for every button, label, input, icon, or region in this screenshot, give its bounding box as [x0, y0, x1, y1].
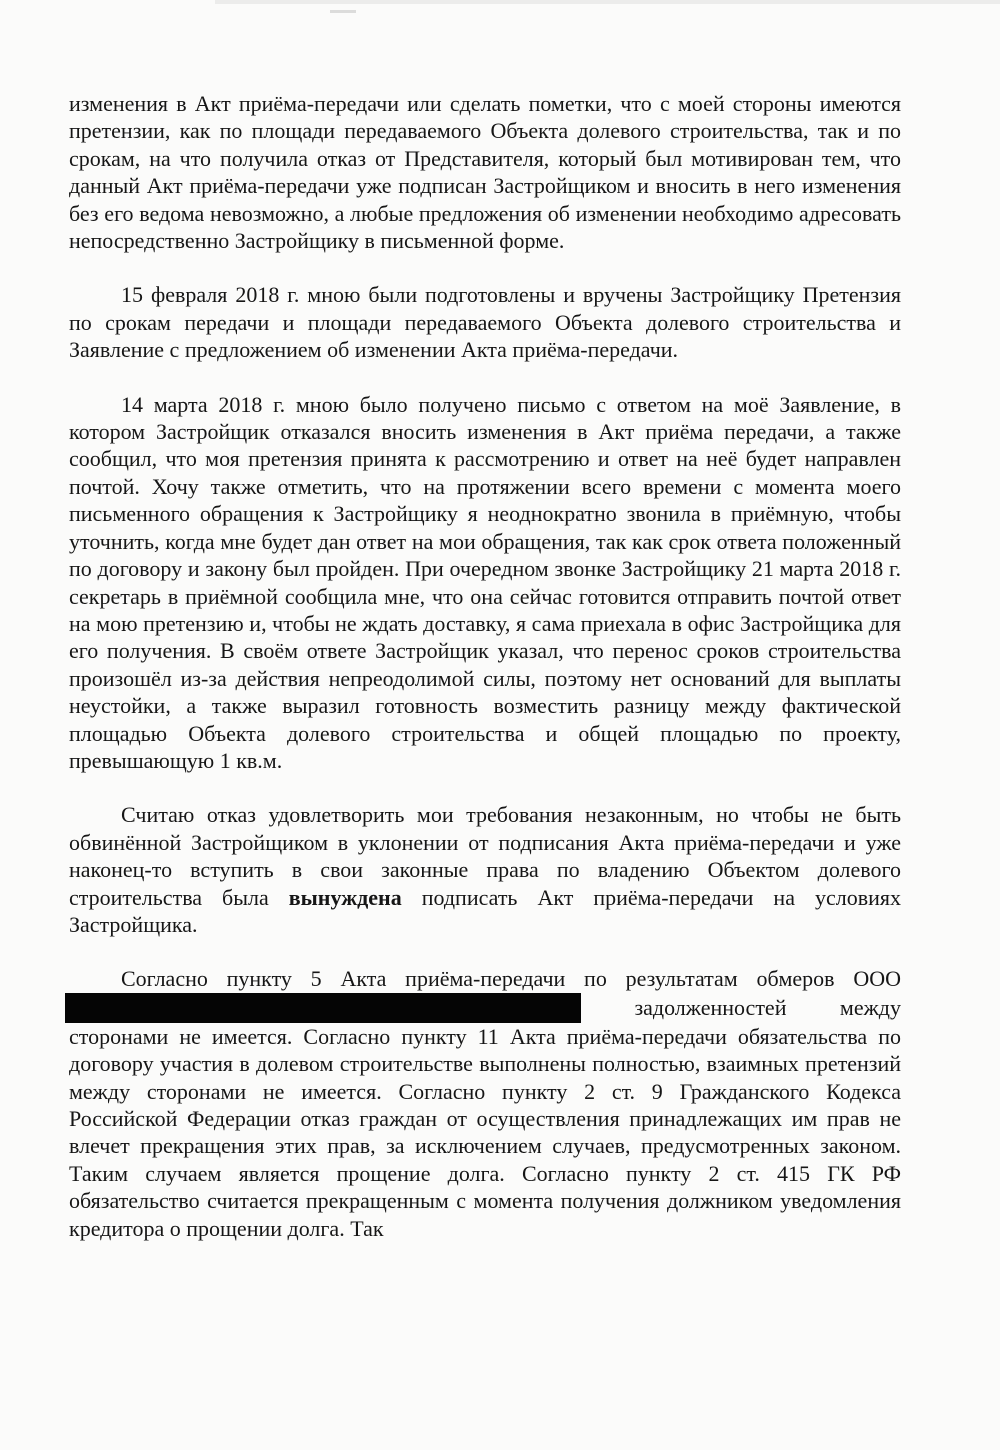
redaction-block	[65, 993, 581, 1023]
scan-edge-top	[215, 0, 1000, 4]
scan-mark	[330, 10, 356, 13]
paragraph-4-emphasis: вынуждена	[288, 884, 402, 910]
paragraph-5	[69, 965, 901, 1242]
paragraph-4-text-end: подписать Акт приёма-передачи на условиях Застройщика.	[69, 884, 901, 937]
paragraph-3: 14 марта 2018 г. мною было получено письмо с ответом на моё Заявление, в котором Застройщик отказался вносить изменения в Акт приёма передачи, а также сообщил, что моя претензия принята к рассмотрению и ответ на неё будет направлен почтой. Хочу также отметить, что на протяжении всего времени с момента моего письменного обращения к Застройщику я неоднократно звонила в приёмную, чтобы уточнить, когда мне будет дан ответ на мои обращения, так как срок ответа положенный по договору и закону был пройден. При очередном звонке Застройщику 21 марта 2018 г. секретарь в приёмной сообщила мне, что она сейчас готовится отправить почтой ответ на мою претензию и, чтобы не ждать доставку, я сама приехала в офис Застройщика для его получения. В своём ответе Застройщик указал, что перенос сроков строительства произошёл из-за действия непреодолимой силы, поэтому нет оснований для выплаты неустойки, а также выразил готовность возместить разницу между фактической площадью Объекта долевого строительства и общей площадью по проекту, превышающую 1 кв.м.	[69, 391, 901, 773]
document-body	[69, 90, 901, 1242]
paragraph-4	[69, 801, 901, 938]
paragraph-1: изменения в Акт приёма-передачи или сделать пометки, что с моей стороны имеются претензии, как по площади передаваемого Объекта долевого строительства, так и по срокам, на что получила отказ от Представителя, который был мотивирован тем, что данный Акт приёма-передачи уже подписан Застройщиком и вносить в него изменения без его ведома невозможно, а любые предложения об изменении необходимо адресовать непосредственно Застройщику в письменной форме.	[69, 91, 901, 254]
paragraph-5-text-start: Согласно пункту 5 Акта приёма-передачи по результатам обмеров ООО	[121, 966, 901, 992]
paragraph-5-text-end: задолженностей между сторонами не имеется. Согласно пункту 11 Акта приёма-передачи обязательства по договору участия в долевом строительстве выполнены полностью, взаимных претензий между сторонами не имеется. Согласно пункту 2 ст. 9 Гражданского Кодекса Российской Федерации отказ граждан от осуществления принадлежащих им прав не влечет прекращения этих прав, за исключением случаев, предусмотренных законом. Таким случаем является прощение долга. Согласно пункту 2 ст. 415 ГК РФ обязательство считается прекращенным с момента получения должником уведомления кредитора о прощении долга. Так	[69, 994, 901, 1241]
paragraph-4-text-start: Считаю отказ удовлетворить мои требования незаконным, но чтобы не быть обвинённой Застройщиком в уклонении от подписания Акта приёма-передачи и уже наконец-то вступить в свои законные права по владению Объектом долевого строительства была	[69, 802, 901, 910]
paragraph-2: 15 февраля 2018 г. мною были подготовлены и вручены Застройщику Претензия по срокам передачи и площади передаваемого Объекта долевого строительства и Заявление с предложением об изменении Акта приёма-передачи.	[69, 282, 901, 363]
